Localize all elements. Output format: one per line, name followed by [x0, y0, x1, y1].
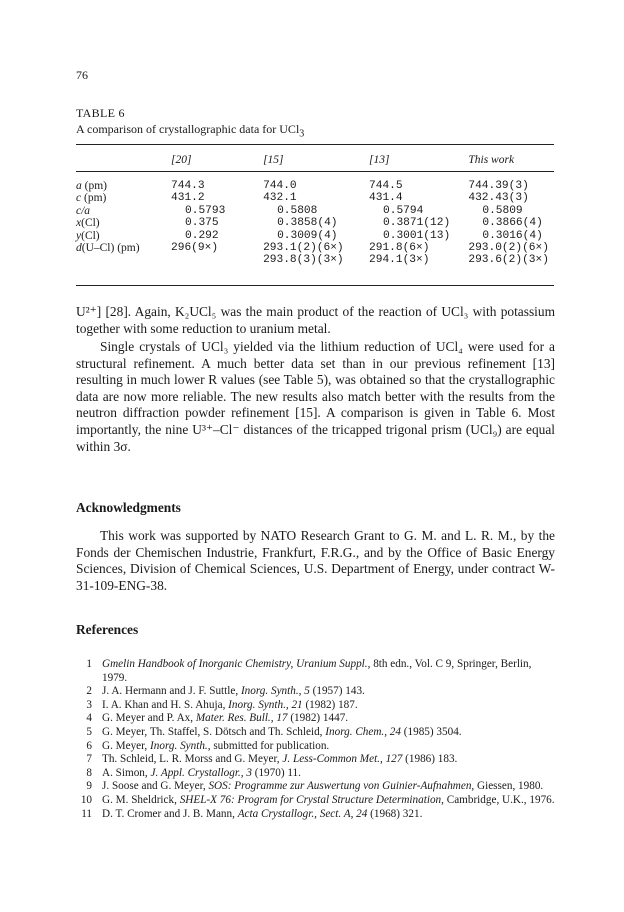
table-cell: 0.3866(4) [482, 217, 543, 230]
reference-item: 4 G. Meyer and P. Ax, Mater. Res. Bull., 17 (1982) 1447. [86, 712, 349, 725]
reference-item: 8 A. Simon, J. Appl. Crystallogr., 3 (1970) 11. [86, 766, 301, 779]
reference-item: 10 G. M. Sheldrick, SHEL-X 76: Program for Crystal Structure Determination, Cambridge, U.K., 1976. [80, 793, 555, 806]
reference-item: 3 I. A. Khan and H. S. Ahuja, Inorg. Synth., 21 (1982) 187. [86, 698, 358, 711]
acknowledgments-text: This work was supported by NATO Research Grant to G. M. and L. R. M., by the Fonds der Chemischen Industrie, Frankfurt, F.R.G., and by the Office of Basic Energy Sciences, Division of Chemical Sciences, U.S. Department of Energy, under contract W-31-109-ENG-38. [76, 528, 555, 593]
table-cell: 432.1 [263, 192, 297, 205]
table-cell: 744.5 [369, 180, 403, 192]
table-row [76, 217, 554, 229]
table-cell: 293.8(3)(3×) [263, 254, 344, 267]
table-header-cell: This work [468, 154, 515, 166]
table-cell: 744.0 [263, 180, 297, 192]
table-cell: 0.3016(4) [482, 229, 543, 242]
table-cell [171, 254, 263, 266]
reference-item: 1 Gmelin Handbook of Inorganic Chemistry, Uranium Suppl., 8th edn., Vol. C 9, Springer, Berlin, 1979. [86, 658, 532, 684]
table-row [76, 192, 554, 204]
table-cell: 293.6(2)(3×) [468, 254, 549, 267]
reference-item: 9 J. Soose and G. Meyer, SOS: Programme zur Auswertung von Guinier-Aufnahmen, Giessen, 1980. [86, 780, 544, 793]
row-label: d(U–Cl) (pm) [76, 242, 140, 255]
table-cell: 0.5793 [185, 204, 226, 217]
table-cell: 294.1(3×) [369, 254, 430, 267]
table-label: TABLE 6 [76, 106, 125, 120]
body-paragraph: U²⁺] [28]. Again, K₂UCl₅ was the main product of the reaction of UCl₃ with potassium together with some reduction to uranium metal. [76, 304, 555, 336]
acknowledgments-heading: Acknowledgments [76, 500, 181, 515]
references-heading: References [76, 622, 139, 637]
table-cell: 0.5808 [277, 204, 318, 217]
table-row [76, 230, 554, 242]
reference-item: 7 Th. Schleid, L. R. Morss and G. Meyer, J. Less-Common Met., 127 (1986) 183. [86, 753, 458, 766]
table-cell: 0.5809 [482, 204, 523, 217]
table-cell: 0.292 [185, 229, 219, 242]
row-label: a (pm) [76, 180, 107, 192]
reference-item: 6 G. Meyer, Inorg. Synth., submitted for publication. [86, 739, 330, 752]
table-cell: 431.2 [171, 192, 205, 205]
table-cell: 744.39(3) [468, 180, 529, 192]
table-cell: 0.3001(13) [383, 229, 451, 242]
crystallographic-data-table [76, 152, 554, 267]
page-number: 76 [76, 68, 88, 82]
row-label: c (pm) [76, 192, 107, 205]
table-cell: 0.3871(12) [383, 217, 451, 230]
table-cell: 296(9×) [171, 242, 219, 255]
row-label [76, 254, 171, 266]
table-cell: 0.5794 [383, 204, 424, 217]
table-header-cell [76, 152, 171, 168]
reference-item: 5 G. Meyer, Th. Staffel, S. Dötsch and Th. Schleid, Inorg. Chem., 24 (1985) 3504. [86, 725, 462, 738]
table-cell: 431.4 [369, 192, 403, 205]
reference-item: 11 D. T. Cromer and J. B. Mann, Acta Crystallogr., Sect. A, 24 (1968) 321. [81, 807, 423, 820]
table-bottom-rule [76, 285, 554, 286]
table-cell: 291.8(6×) [369, 242, 430, 255]
table-header-cell: [13] [369, 154, 390, 166]
table-row [76, 242, 554, 254]
table-cell: 293.0(2)(6×) [468, 242, 549, 255]
table-row [76, 205, 554, 217]
table-row [76, 254, 554, 266]
table-caption [76, 122, 304, 139]
table-caption-subscript: 3 [299, 128, 305, 140]
table-cell: 432.43(3) [468, 192, 529, 205]
row-label: x(Cl) [76, 217, 100, 230]
table-cell: 0.3858(4) [277, 217, 338, 230]
table-cell: 293.1(2)(6×) [263, 242, 344, 255]
reference-list [76, 658, 556, 821]
table-header-row [76, 152, 554, 168]
table-cell: 744.3 [171, 180, 205, 192]
table-cell: 0.375 [185, 217, 219, 230]
table-top-rule [76, 144, 554, 145]
table-header-cell: [20] [171, 154, 192, 166]
table-cell: 0.3009(4) [277, 229, 338, 242]
reference-item: 2 J. A. Hermann and J. F. Suttle, Inorg. Synth., 5 (1957) 143. [86, 685, 365, 698]
table-header-cell: [15] [263, 154, 284, 166]
body-paragraph: Single crystals of UCl₃ yielded via the lithium reduction of UCl₄ were used for a structural refinement. A much better data set than in our previous refinement [13] resulting in much lower R values (see Table 5), was obtained so that the crystallographic data are now more reliable. The new results also match better with the results from the neutron diffraction powder refinement [15]. A comparison is given in Table 6. Most importantly, the nine U³⁺–Cl⁻ distances of the tricapped trigonal prism (UCl₉) are equal within 3σ. [76, 339, 555, 454]
row-label: y(Cl) [76, 229, 100, 242]
table-caption-text: A comparison of crystallographic data for UCl [76, 122, 300, 136]
table-row [76, 180, 554, 192]
row-label: c/a [76, 204, 91, 217]
